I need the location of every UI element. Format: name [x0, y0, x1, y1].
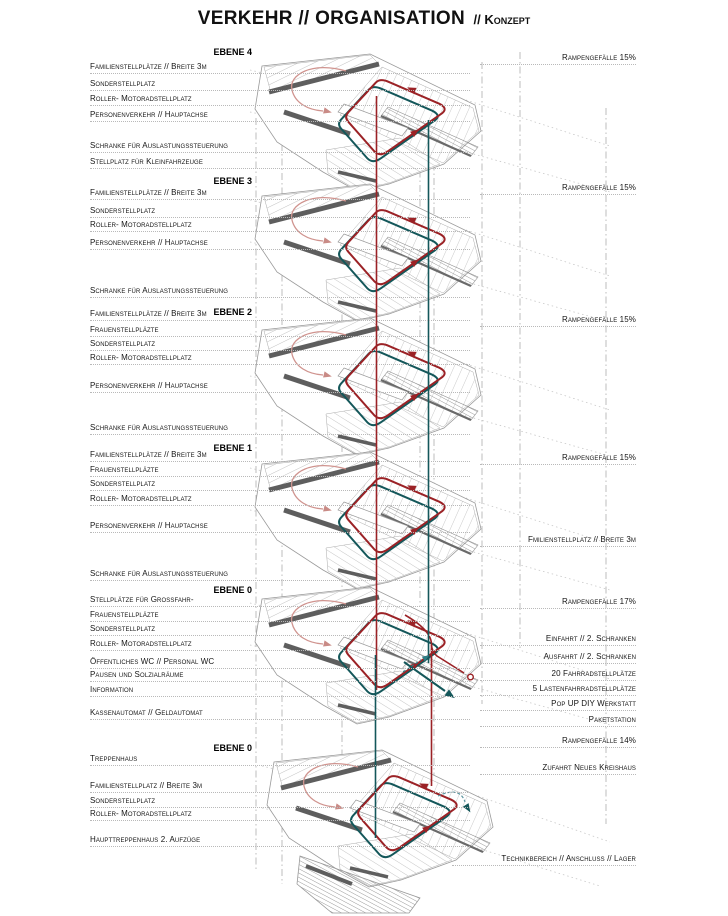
left-label: Sonderstellplatz	[90, 206, 470, 218]
level-header-ebene-1: EBENE 1	[213, 443, 252, 453]
right-label: Rampengefälle 15%	[480, 53, 636, 65]
title-main: VERKEHR // ORGANISATION	[197, 8, 466, 29]
right-label: Ausfahrt // 2. Schranken	[480, 652, 636, 664]
left-label: Sonderstellplatz	[90, 479, 470, 491]
right-label: Zufahrt Neues Kreishaus	[480, 763, 636, 775]
left-label: Familienstellplätze // Breite 3m	[90, 62, 470, 74]
left-label: Personenverkehr // Hauptachse	[90, 521, 470, 533]
left-label: Pausen und Solzialräume	[90, 670, 470, 682]
left-label: Haupttreppenhaus 2. Aufzüge	[90, 835, 470, 847]
left-label: Öffentliches WC // Personal WC	[90, 657, 470, 669]
right-label: Rampengefälle 15%	[480, 315, 636, 327]
plate-ebene-4	[255, 54, 481, 191]
left-label: Familienstellplätze // Breite 3m	[90, 450, 470, 462]
right-label: 5 Lastenfahrradstellplätze	[480, 684, 636, 696]
level-header-ebene-2: EBENE 2	[213, 307, 252, 317]
left-label: Stellplätze für Grossfahr-	[90, 595, 470, 607]
left-label: Schranke für Auslastungssteuerung	[90, 141, 470, 153]
right-label: Rampengefälle 14%	[480, 736, 636, 748]
left-label: Roller- Motoradstellplatz	[90, 809, 470, 821]
left-label: Personenverkehr // Hauptachse	[90, 238, 470, 250]
right-label: Technikbereich // Anschluss // Lager	[452, 854, 636, 866]
left-label: Personenverkehr // Hauptachse	[90, 110, 470, 122]
title-sub: // Konzept	[473, 12, 531, 27]
left-label: Personenverkehr // Hauptachse	[90, 381, 470, 393]
left-label: Frauenstellpläzte	[90, 465, 470, 477]
left-label: Sonderstellplatz	[90, 796, 470, 808]
left-label: Sonderstellplatz	[90, 79, 470, 91]
plate-ebene-3	[255, 184, 481, 321]
right-label: Einfahrt // 2. Schranken	[480, 634, 636, 646]
left-label: Frauenstellpläzte	[90, 325, 470, 337]
left-label: Frauenstellpläzte	[90, 610, 470, 622]
left-label: Stellplatz für Kleinfahrzeuge	[90, 157, 470, 169]
right-label: Rampengefälle 17%	[480, 597, 636, 609]
left-label: Treppenhaus	[90, 754, 470, 766]
left-label: Roller- Motoradstellplatz	[90, 94, 470, 106]
level-header-ebene-4: EBENE 4	[213, 47, 252, 57]
left-label: Information	[90, 685, 470, 697]
left-label: Kassenautomat // Geldautomat	[90, 708, 470, 720]
left-label: Roller- Motoradstellplatz	[90, 220, 470, 232]
right-label: Paketstation	[480, 715, 636, 727]
page-title	[0, 8, 728, 30]
left-label: Familienstellplatz // Breite 3m	[90, 781, 470, 793]
right-label: Rampengefälle 15%	[480, 453, 636, 465]
left-label: Schranke für Auslastungssteuerung	[90, 286, 470, 298]
left-label: Familienstellplätze // Breite 3m	[90, 188, 470, 200]
right-label: Fmilienstellplatz // Breite 3m	[480, 535, 636, 547]
left-label: Sonderstellplatz	[90, 339, 470, 351]
left-label: Sonderstellplatz	[90, 624, 470, 636]
left-label: Roller- Motoradstellplatz	[90, 353, 470, 365]
left-label: Roller- Motoradstellplatz	[90, 639, 470, 651]
right-label: Rampengefälle 15%	[480, 183, 636, 195]
left-label: Roller- Motoradstellplatz	[90, 494, 470, 506]
level-header-ebene-3: EBENE 3	[213, 176, 252, 186]
plate-ebene-0-upper	[255, 587, 481, 724]
left-label: Familienstellplätze // Breite 3m	[90, 309, 470, 321]
level-header-ebene-0-upper: EBENE 0	[213, 585, 252, 595]
left-label: Schranke für Auslastungssteuerung	[90, 423, 470, 435]
left-label: Schranke für Auslastungssteuerung	[90, 569, 470, 581]
right-label: Pop UP DIY Werkstatt	[480, 699, 636, 711]
right-label: 20 Fahrradstellplätze	[480, 669, 636, 681]
level-header-ebene-0-lower: EBENE 0	[213, 743, 252, 753]
